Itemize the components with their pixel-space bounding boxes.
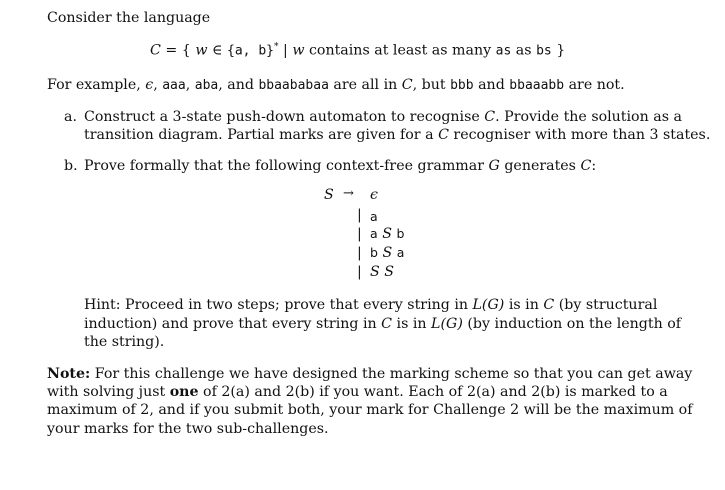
def-sym-as: as [495,43,512,59]
note-text: For this challenge we have designed the marking scheme so that you can get away [90,366,693,382]
part-b-text: : [591,158,597,174]
part-b-G: G [488,158,500,174]
def-set: {a, b} [227,43,274,59]
part-b-C: C [580,158,592,174]
def-condition-pre: contains at least as many [308,42,492,59]
example-word: aaa [162,78,186,93]
note-text: of 2(a) and 2(b) if you want. Each of 2(a) and 2(b) is marked to a [198,384,668,400]
example-text: , [185,77,195,93]
grammar-rule-bSa [370,245,404,261]
grammar-arrow: → [343,186,354,201]
grammar-rule-aSb [370,226,404,242]
example-word: bbaababaa [258,78,329,93]
note-line4: your marks for the two sub-challenges. [47,421,329,437]
def-condition-mid: as [515,42,532,59]
part-a-text: transition diagram. Partial marks are given for a [84,127,439,143]
def-C: C [150,42,161,59]
grammar-bar: | [357,207,362,223]
def-close-brace: } [556,42,566,59]
note-text: with solving just [47,384,170,400]
example-word: bbaaabb [509,78,565,93]
note-emphasis: one [169,384,199,400]
def-bar: | [283,42,288,59]
note-line3: maximum of 2, and if you submit both, your mark for Challenge 2 will be the maximum of [47,402,693,418]
def-w: w [195,42,208,59]
example-text: , [153,77,163,93]
part-a-text: recogniser with more than 3 states. [448,127,711,143]
hint-text: is in [392,316,432,332]
part-a-line1 [84,109,682,125]
grammar-bar: | [357,264,362,280]
example-word: aba [194,78,219,93]
grammar-sym: S [370,264,380,280]
hint-line1 [84,297,657,313]
hint-line2 [84,316,681,332]
hint-line3: the string). [84,334,165,350]
example-text: , and [218,77,259,93]
example-C: C [401,77,413,93]
def-star: * [274,42,279,52]
language-definition [150,42,565,59]
example-text: , but [412,77,451,93]
hint-text: Hint: Proceed in two steps; prove that every string in [84,297,473,313]
part-b-text: Prove formally that the following context-free grammar [84,158,489,174]
example-text: are all in [328,77,402,93]
grammar-epsilon: ϵ [370,187,378,203]
grammar-sym: S [382,226,392,242]
grammar-rule-a: a [370,209,378,224]
grammar-sym: b [396,226,405,241]
example-line [47,77,625,93]
hint-LG: L(G) [431,316,463,332]
example-text: For example, [47,77,146,93]
grammar-S: S [324,187,334,203]
part-a-C: C [484,109,496,125]
grammar-sym: S [384,264,394,280]
def-sym-bs: bs [536,43,552,59]
part-b-label: b. [64,158,78,174]
grammar-sym: a [370,226,378,241]
part-b-line [84,158,596,174]
note-line1 [47,366,692,382]
intro-text: Consider the language [47,10,211,26]
grammar-sym: a [396,245,405,260]
example-text: and [473,77,510,93]
part-a-C: C [438,127,449,143]
example-epsilon: ϵ [145,77,154,93]
hint-text: is in [504,297,544,313]
grammar-bar: | [357,226,362,242]
def-open-brace: { [181,42,191,59]
grammar-rule-SS [370,264,394,280]
part-a-line2 [84,127,710,143]
hint-C: C [543,297,555,313]
def-eq: = [165,42,178,59]
part-a-label: a. [64,109,77,125]
grammar-sym: b [370,245,378,260]
note-label: Note: [47,366,91,382]
note-line2 [47,384,668,400]
hint-text: (by induction on the length of [462,316,682,332]
def-in: ∈ [212,42,223,59]
hint-text: (by structural [554,297,658,313]
example-word: bbb [450,78,474,93]
hint-text: induction) and prove that every string in [84,316,382,332]
grammar-sym: S [382,245,393,261]
part-a-text: . Provide the solution as a [495,109,682,125]
part-a-text: Construct a 3-state push-down automaton to recognise [84,109,485,125]
hint-C: C [381,316,393,332]
grammar-bar: | [357,245,362,261]
def-w2: w [292,42,305,59]
hint-LG: L(G) [472,297,505,313]
part-b-text: generates [499,158,581,174]
example-text: are not. [564,77,625,93]
